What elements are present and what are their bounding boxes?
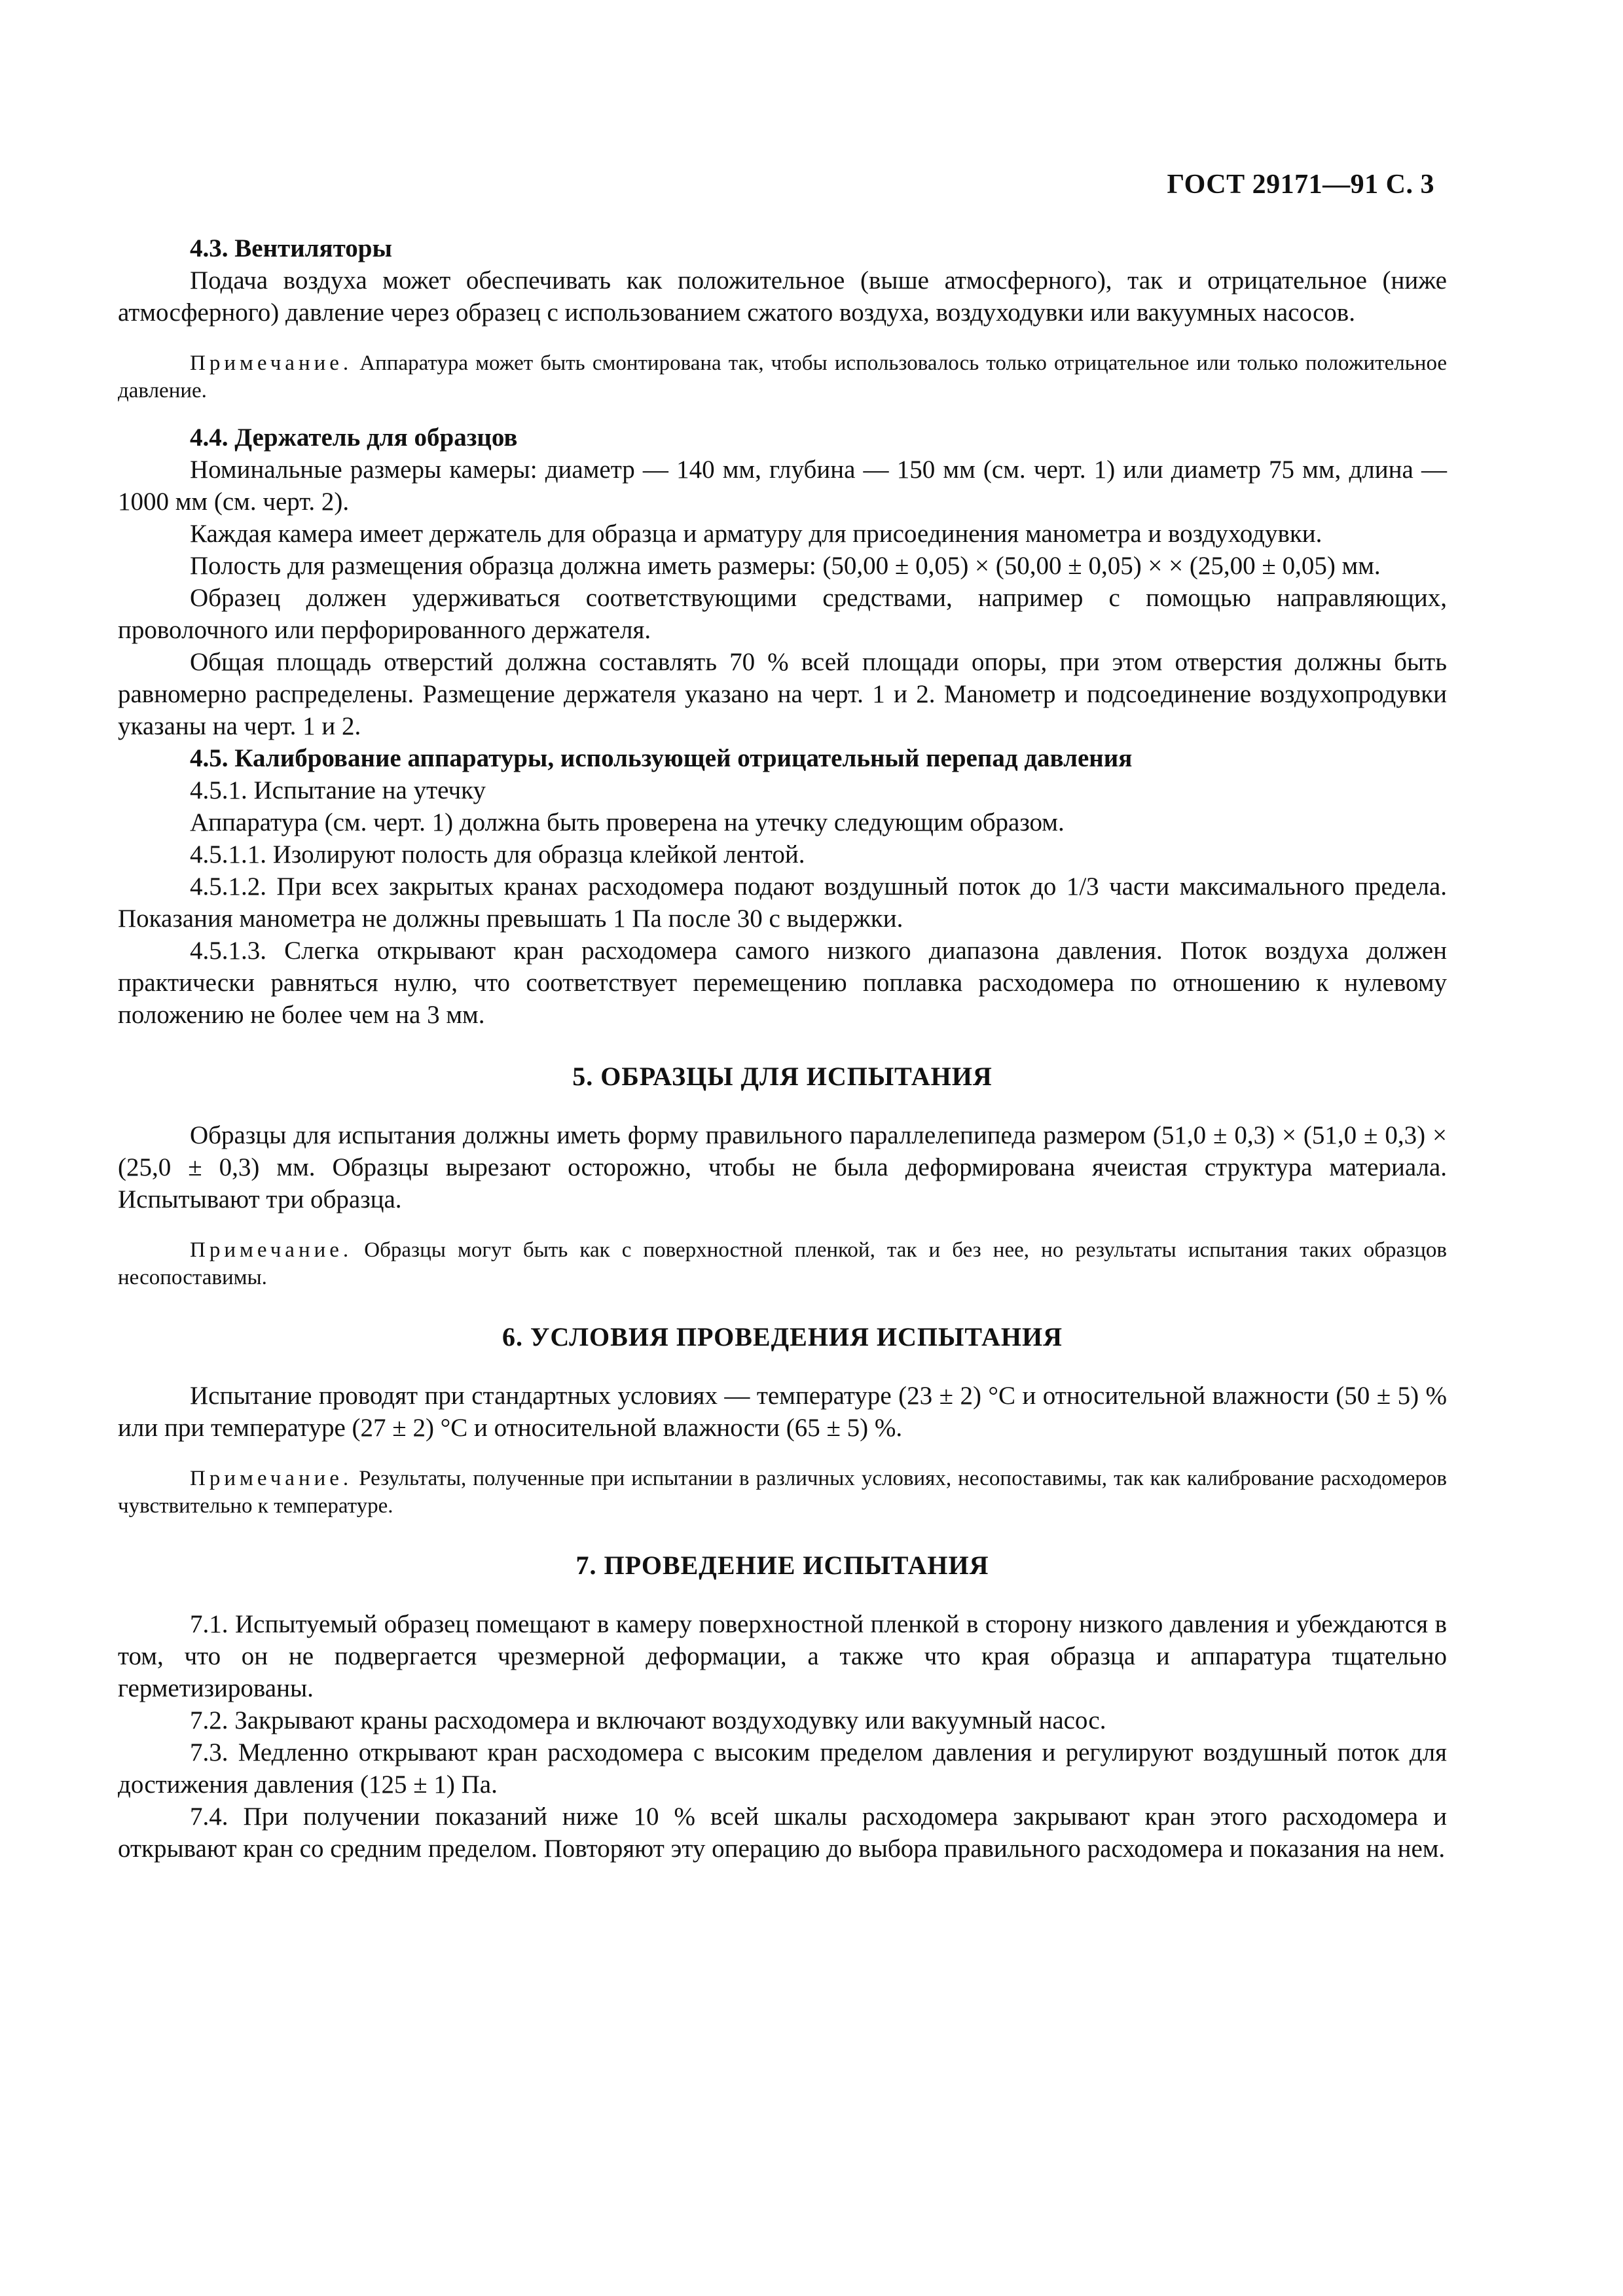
section-7-3: 7.3. Медленно открывают кран расходомера с высоким пределом давления и регулируют воздушный поток для достижения давления (125 ± 1) Па. — [118, 1738, 1447, 1799]
section-4-5-title: 4.5. Калибрование аппаратуры, использующей отрицательный перепад давления — [190, 744, 1133, 772]
section-4-5-1-paragraph: Аппаратура (см. черт. 1) должна быть проверена на утечку следующим образом. — [190, 808, 1065, 836]
document-body — [118, 232, 1447, 1865]
section-4-3-title: 4.3. Вентиляторы — [190, 234, 392, 262]
section-4-4-paragraph-1: Номинальные размеры камеры: диаметр — 140 мм, глубина — 150 мм (см. черт. 1) или диаметр 75 мм, длина — 1000 мм (см. черт. 2). — [118, 456, 1447, 516]
section-4-4-paragraph-5: Общая площадь отверстий должна составлять 70 % всей площади опоры, при этом отверстия должны быть равномерно распределены. Размещение держателя указано на черт. 1 и 2. Манометр и подсоединение воздухопродувки указаны на черт. 1 и 2. — [118, 648, 1447, 740]
note-text: Образцы могут быть как с поверхностной пленкой, так и без нее, но результаты испытания таких образцов несопоставимы. — [118, 1238, 1447, 1289]
section-4-5-1-1: 4.5.1.1. Изолируют полость для образца клейкой лентой. — [190, 840, 805, 869]
section-7-4: 7.4. При получении показаний ниже 10 % всей шкалы расходомера закрывают кран этого расходомера и открывают кран со средним пределом. Повторяют эту операцию до выбора правильного расходомера и показания на нем. — [118, 1803, 1447, 1863]
section-6-heading: 6. УСЛОВИЯ ПРОВЕДЕНИЯ ИСПЫТАНИЯ — [501, 1322, 1063, 1352]
note-label: Примечание. — [190, 1238, 353, 1262]
section-7-1: 7.1. Испытуемый образец помещают в камеру поверхностной пленкой в сторону низкого давления и убеждаются в том, что он не подвергается чрезмерной деформации, а также что края образца и аппаратура тщательно герметизированы. — [118, 1610, 1447, 1702]
section-4-5-1-title: 4.5.1. Испытание на утечку — [190, 776, 486, 804]
section-4-3-paragraph: Подача воздуха может обеспечивать как положительное (выше атмосферного), так и отрицательное (ниже атмосферного) давление через образец с использованием сжатого воздуха, воздуходувки или вакуумных насосов. — [118, 266, 1447, 327]
page-header: ГОСТ 29171—91 С. 3 — [1167, 170, 1434, 200]
section-4-4-title: 4.4. Держатель для образцов — [190, 423, 518, 452]
section-4-4-paragraph-4: Образец должен удерживаться соответствующими средствами, например с помощью направляющих, проволочного или перфорированного держателя. — [118, 584, 1447, 644]
section-7-2: 7.2. Закрывают краны расходомера и включают воздуходувку или вакуумный насос. — [190, 1706, 1106, 1734]
section-5-note — [118, 1236, 1447, 1291]
section-4-5-1-3: 4.5.1.3. Слегка открывают кран расходомера самого низкого диапазона давления. Поток воздуха должен практически равняться нулю, что соответствует перемещению поплавка расходомера по отношению к нулевому положению не более чем на 3 мм. — [118, 937, 1447, 1029]
section-6-note — [118, 1465, 1447, 1520]
section-4-4-paragraph-3: Полость для размещения образца должна иметь размеры: (50,00 ± 0,05) × (50,00 ± 0,05) × × (25,00 ± 0,05) мм. — [190, 552, 1381, 580]
section-5-paragraph: Образцы для испытания должны иметь форму правильного параллелепипеда размером (51,0 ± 0,3) × (51,0 ± 0,3) × (25,0 ± 0,3) мм. Образцы вырезают осторожно, чтобы не была деформирована ячеистая структура материала. Испытывают три образца. — [118, 1121, 1447, 1213]
note-label: Примечание. — [190, 1467, 353, 1490]
section-7-heading: 7. ПРОВЕДЕНИЕ ИСПЫТАНИЯ — [575, 1551, 989, 1580]
section-4-4-paragraph-2: Каждая камера имеет держатель для образца и арматуру для присоединения манометра и воздуходувки. — [190, 520, 1322, 548]
section-4-3-note — [118, 350, 1447, 404]
section-6-paragraph: Испытание проводят при стандартных условиях — температуре (23 ± 2) °С и относительной влажности (50 ± 5) % или при температуре (27 ± 2) °С и относительной влажности (65 ± 5) %. — [118, 1382, 1447, 1442]
section-4-5-1-2: 4.5.1.2. При всех закрытых кранах расходомера подают воздушный поток до 1/3 части максимального предела. Показания манометра не должны превышать 1 Па после 30 с выдержки. — [118, 872, 1447, 933]
note-text: Результаты, полученные при испытании в различных условиях, несопоставимы, так как калибрование расходомеров чувствительно к температуре. — [118, 1467, 1447, 1518]
note-label: Примечание. — [190, 351, 353, 375]
note-text: Аппаратура может быть смонтирована так, чтобы использовалось только отрицательное или только положительное давление. — [118, 351, 1447, 403]
section-5-heading: 5. ОБРАЗЦЫ ДЛЯ ИСПЫТАНИЯ — [572, 1062, 993, 1091]
